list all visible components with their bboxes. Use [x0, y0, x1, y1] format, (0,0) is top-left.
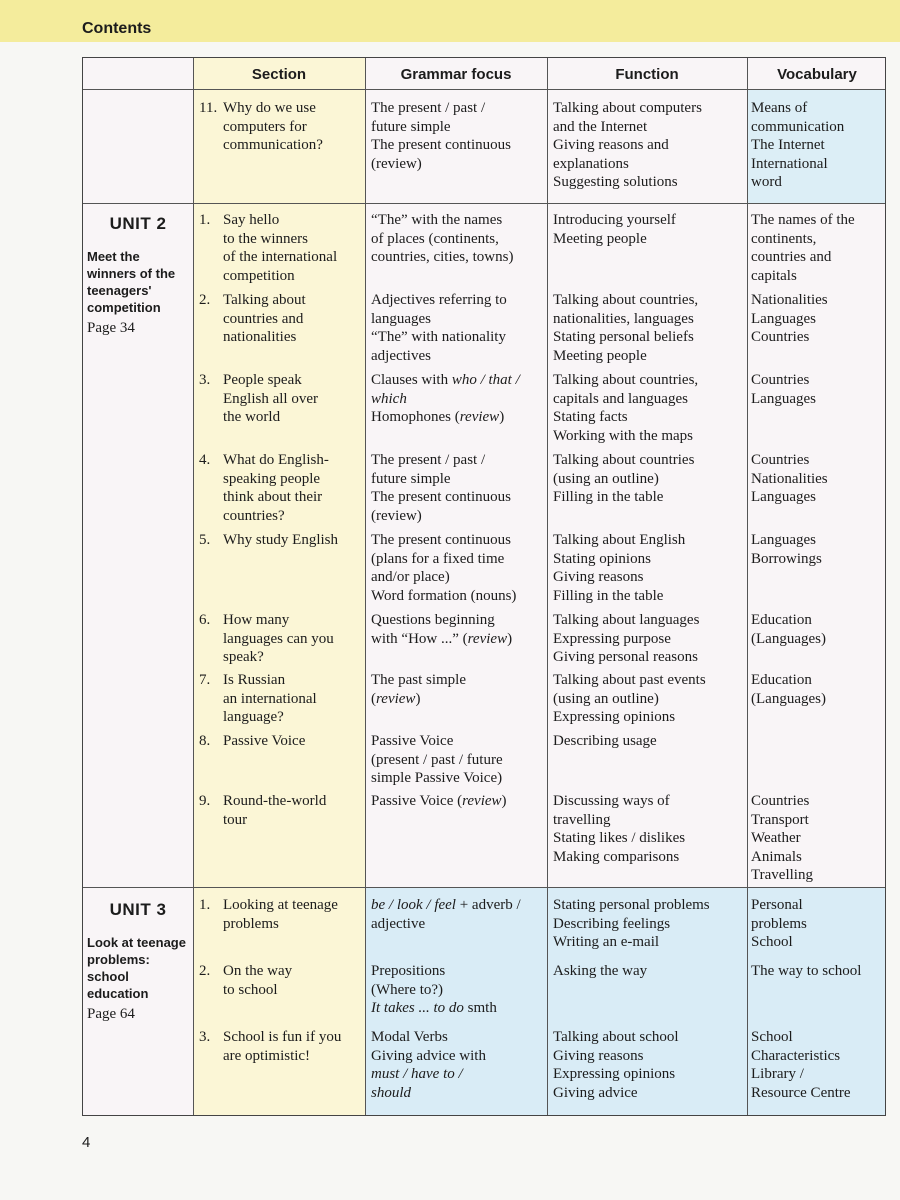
row-number: 11.: [199, 100, 218, 116]
row-vocabulary: Countries Transport Weather Animals Travelling: [751, 793, 813, 884]
unit-3-label: [87, 900, 189, 1023]
row-section: School is fun if you are optimistic!: [223, 1029, 342, 1064]
unit-name: UNIT 2: [109, 214, 167, 233]
row-function: Talking about countries, nationalities, languages Stating personal beliefs Meeting people: [553, 292, 699, 364]
row-number: 4.: [199, 452, 211, 468]
row-function: Introducing yourself Meeting people: [553, 212, 676, 247]
unit-divider: [83, 203, 886, 204]
row-function: Talking about school Giving reasons Expressing opinions Giving advice: [553, 1029, 679, 1101]
row-section: Is Russian an international language?: [223, 672, 317, 726]
row-grammar: Clauses with who / that / which Homophones (review): [371, 372, 520, 426]
row-grammar: The present / past / future simple The present continuous (review): [371, 452, 511, 524]
unit-subtitle: Look at teenage problems: school education: [87, 935, 186, 1001]
row-grammar: The present / past / future simple The present continuous (review): [371, 100, 511, 172]
row-grammar: be / look / feel + adverb / adjective: [371, 897, 521, 932]
row-vocabulary: The way to school: [751, 963, 862, 979]
row-function: Talking about past events (using an outline) Expressing opinions: [553, 672, 706, 726]
row-function: Talking about English Stating opinions Giving reasons Filling in the table: [553, 532, 686, 604]
row-function: Talking about computers and the Internet Giving reasons and explanations Suggesting solutions: [553, 100, 702, 191]
row-vocabulary: Means of communication The Internet International word: [751, 100, 845, 191]
row-function: Stating personal problems Describing feelings Writing an e-mail: [553, 897, 710, 951]
row-section: Say hello to the winners of the international competition: [223, 212, 338, 284]
unit-name: UNIT 3: [109, 900, 167, 919]
row-section: On the way to school: [223, 963, 293, 998]
page-number: 4: [82, 1134, 91, 1151]
row-number: 3.: [199, 372, 211, 388]
row-section: Round-the-world tour: [223, 793, 327, 828]
header-divider: [83, 89, 886, 90]
column-divider: [193, 58, 194, 1115]
row-vocabulary: Nationalities Languages Countries: [751, 292, 828, 346]
column-divider: [365, 58, 366, 1115]
row-function: Talking about countries, capitals and languages Stating facts Working with the maps: [553, 372, 699, 444]
row-number: 5.: [199, 532, 211, 548]
row-section: Passive Voice: [223, 733, 306, 749]
row-number: 3.: [199, 1029, 211, 1045]
row-number: 2.: [199, 292, 211, 308]
row-grammar: The present continuous (plans for a fixed time and/or place) Word formation (nouns): [371, 532, 517, 604]
row-grammar: Passive Voice (present / past / future simple Passive Voice): [371, 733, 503, 787]
row-section: Looking at teenage problems: [223, 897, 338, 932]
row-vocabulary: Education (Languages): [751, 672, 826, 707]
row-function: Discussing ways of travelling Stating likes / dislikes Making comparisons: [553, 793, 686, 865]
row-function: Talking about languages Expressing purpose Giving personal reasons: [553, 612, 700, 666]
row-vocabulary: School Characteristics Library / Resource Centre: [751, 1029, 851, 1101]
column-divider: [747, 58, 748, 1115]
row-function: Asking the way: [553, 963, 648, 979]
contents-table: [82, 57, 886, 1116]
row-number: 9.: [199, 793, 211, 809]
row-number: 8.: [199, 733, 211, 749]
row-vocabulary: Languages Borrowings: [751, 532, 822, 567]
header-vocabulary: Vocabulary: [777, 65, 857, 83]
unit-subtitle: Meet the winners of the teenagers' competition: [87, 249, 176, 315]
row-section: Why study English: [223, 532, 338, 548]
unit-page: Page 64: [87, 1006, 135, 1022]
row-vocabulary: Countries Languages: [751, 372, 816, 407]
row-grammar: Questions beginning with “How ...” (review): [371, 612, 513, 647]
row-number: 1.: [199, 897, 211, 913]
row-vocabulary: Personal problems School: [751, 897, 807, 951]
row-number: 1.: [199, 212, 211, 228]
row-section: What do English- speaking people think about their countries?: [223, 452, 329, 524]
page-title: Contents: [82, 20, 152, 37]
unit-divider: [83, 887, 886, 888]
row-grammar: Adjectives referring to languages “The” with nationality adjectives: [371, 292, 507, 364]
row-function: Describing usage: [553, 733, 657, 749]
row-section: How many languages can you speak?: [223, 612, 334, 666]
row-vocabulary: Education (Languages): [751, 612, 826, 647]
row-vocabulary: The names of the continents, countries and capitals: [751, 212, 855, 284]
column-divider: [547, 58, 548, 1115]
row-grammar: Modal Verbs Giving advice with must / have to / should: [371, 1029, 486, 1101]
header-grammar: Grammar focus: [400, 65, 512, 83]
unit-page: Page 34: [87, 320, 135, 336]
row-number: 2.: [199, 963, 211, 979]
row-function: Talking about countries (using an outline) Filling in the table: [553, 452, 695, 506]
row-number: 7.: [199, 672, 211, 688]
row-vocabulary: Countries Nationalities Languages: [751, 452, 828, 506]
row-grammar: Prepositions (Where to?) It takes ... to do smth: [371, 963, 497, 1017]
row-section: Why do we use computers for communication?: [223, 100, 323, 154]
row-number: 6.: [199, 612, 211, 628]
header-function: Function: [615, 65, 679, 83]
row-grammar: Passive Voice (review): [371, 793, 507, 809]
header-section: Section: [251, 65, 307, 83]
row-grammar: The past simple (review): [371, 672, 466, 707]
row-section: Talking about countries and nationalities: [223, 292, 306, 346]
unit-2-label: [87, 214, 189, 337]
row-grammar: “The” with the names of places (continents, countries, cities, towns): [371, 212, 514, 266]
row-section: People speak English all over the world: [223, 372, 318, 426]
